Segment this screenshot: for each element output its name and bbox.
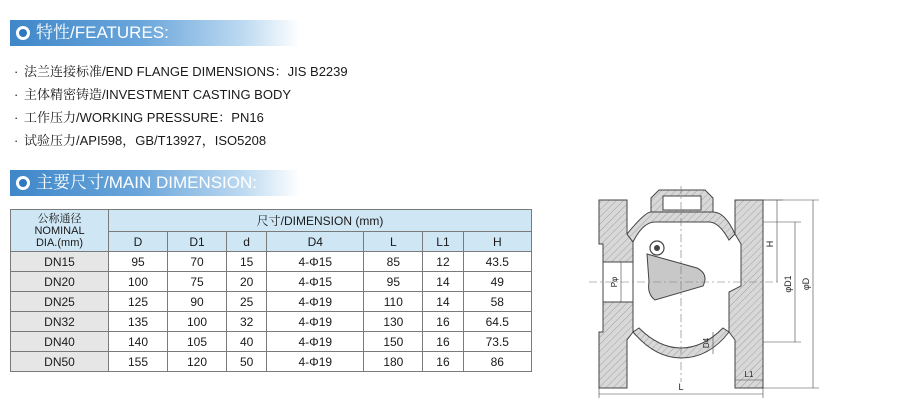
table-cell: 14 — [423, 272, 463, 292]
dim-label-D4: D4 — [702, 337, 711, 349]
table-cell: 25 — [227, 292, 267, 312]
feature-item — [14, 60, 348, 83]
table-cell: 4-Φ19 — [267, 292, 364, 312]
table-cell: 150 — [364, 332, 423, 352]
table-cell: 4-Φ15 — [267, 272, 364, 292]
column-header: L1 — [423, 232, 463, 252]
table-cell: 110 — [364, 292, 423, 312]
table-cell: 4-Φ19 — [267, 352, 364, 372]
nominal-header-cn: 公称通径 — [37, 212, 82, 225]
features-title: 特性/FEATURES: — [36, 23, 169, 42]
table-cell: 95 — [109, 252, 168, 272]
feature-text: 试验压力/API598，GB/T13927，ISO5208 — [24, 133, 267, 148]
dn-cell: DN40 — [11, 332, 109, 352]
table-cell: 130 — [364, 312, 423, 332]
table-cell: 180 — [364, 352, 423, 372]
valve-cross-section-drawing — [585, 182, 885, 404]
dimension-header: 尺寸/DIMENSION (mm) — [109, 210, 532, 232]
table-cell: 140 — [109, 332, 168, 352]
dim-label-P: Pφ — [610, 276, 619, 288]
table-cell: 135 — [109, 312, 168, 332]
table-cell: 86 — [463, 352, 531, 372]
table-cell: 64.5 — [463, 312, 531, 332]
table-cell: 105 — [168, 332, 227, 352]
swing-disc — [647, 254, 705, 300]
dn-cell: DN32 — [11, 312, 109, 332]
feature-text: 工作压力/WORKING PRESSURE：PN16 — [24, 110, 264, 125]
table-cell: 4-Φ19 — [267, 332, 364, 352]
dim-label-D1: φD1 — [783, 275, 793, 293]
table-cell: 40 — [227, 332, 267, 352]
table-cell: 75 — [168, 272, 227, 292]
feature-bullet: · — [14, 133, 19, 148]
column-header: H — [463, 232, 531, 252]
bonnet-insert — [663, 196, 701, 210]
dim-label-L: L — [678, 382, 684, 392]
table-cell: 73.5 — [463, 332, 531, 352]
dimension-table — [10, 209, 532, 372]
table-cell: 90 — [168, 292, 227, 312]
feature-bullet: · — [14, 64, 19, 79]
table-row — [11, 312, 532, 332]
column-header: D — [109, 232, 168, 252]
dim-label-H: H — [765, 240, 775, 248]
feature-bullet: · — [14, 87, 19, 102]
nominal-header — [11, 210, 109, 252]
table-cell: 58 — [463, 292, 531, 312]
table-row — [11, 352, 532, 372]
dn-cell: DN15 — [11, 252, 109, 272]
table-cell: 4-Φ15 — [267, 252, 364, 272]
column-header: d — [227, 232, 267, 252]
feature-item — [14, 83, 348, 106]
table-cell: 15 — [227, 252, 267, 272]
feature-text: 法兰连接标准/END FLANGE DIMENSIONS：JIS B2239 — [24, 64, 348, 79]
table-cell: 32 — [227, 312, 267, 332]
table-cell: 16 — [423, 332, 463, 352]
table-cell: 4-Φ19 — [267, 312, 364, 332]
table-cell: 43.5 — [463, 252, 531, 272]
features-banner — [10, 20, 300, 46]
table-cell: 49 — [463, 272, 531, 292]
banner-bullet-icon — [16, 26, 30, 40]
banner-bullet-icon — [16, 176, 30, 190]
dn-cell: DN25 — [11, 292, 109, 312]
dn-cell: DN50 — [11, 352, 109, 372]
table-row — [11, 272, 532, 292]
table-cell: 70 — [168, 252, 227, 272]
table-cell: 120 — [168, 352, 227, 372]
table-cell: 14 — [423, 292, 463, 312]
table-cell: 16 — [423, 352, 463, 372]
table-cell: 100 — [109, 272, 168, 292]
table-cell: 20 — [227, 272, 267, 292]
nominal-header-en: NOMINAL — [34, 224, 85, 237]
table-cell: 155 — [109, 352, 168, 372]
table-cell: 85 — [364, 252, 423, 272]
column-header: L — [364, 232, 423, 252]
column-header: D1 — [168, 232, 227, 252]
table-cell: 12 — [423, 252, 463, 272]
table-row — [11, 332, 532, 352]
feature-bullet: · — [14, 110, 19, 125]
table-cell: 50 — [227, 352, 267, 372]
right-flange — [729, 200, 763, 388]
table-cell: 100 — [168, 312, 227, 332]
feature-text: 主体精密铸造/INVESTMENT CASTING BODY — [24, 87, 292, 102]
dim-label-L1: L1 — [744, 370, 754, 379]
table-row — [11, 252, 532, 272]
dim-label-D: φD — [801, 277, 811, 291]
table-row — [11, 292, 532, 312]
feature-item — [14, 106, 348, 129]
table-cell: 16 — [423, 312, 463, 332]
dn-cell: DN20 — [11, 272, 109, 292]
nominal-header-unit: DIA.(mm) — [35, 236, 84, 249]
features-list — [14, 60, 348, 152]
dimension-title: 主要尺寸/MAIN DIMENSION: — [36, 173, 258, 192]
dimension-banner — [10, 170, 300, 196]
column-header: D4 — [267, 232, 364, 252]
table-cell: 95 — [364, 272, 423, 292]
table-cell: 125 — [109, 292, 168, 312]
feature-item — [14, 129, 348, 152]
